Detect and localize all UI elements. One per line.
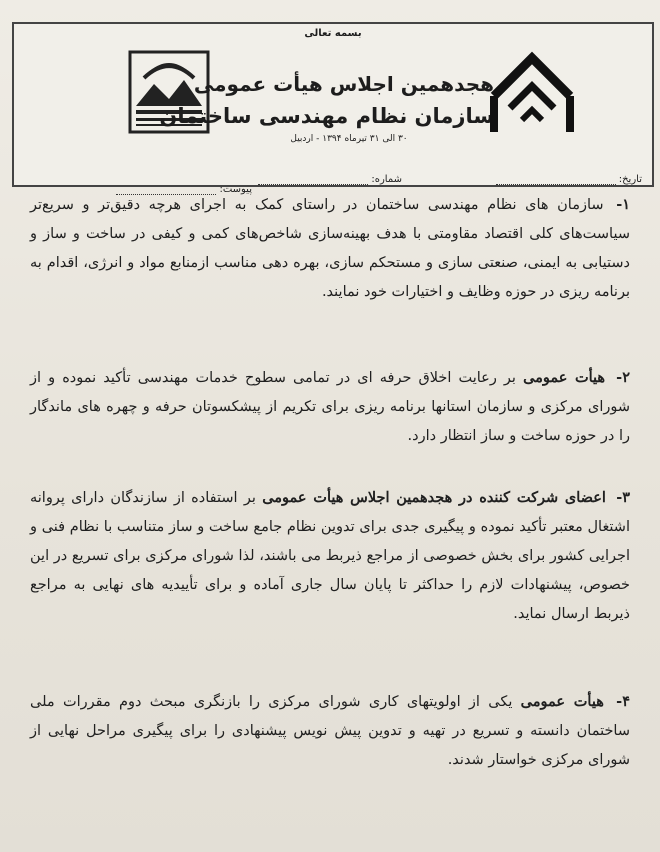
title-line-2: سازمان نظام مهندسی ساختمان [159, 104, 494, 128]
resolution-item-3 [30, 483, 630, 629]
resolution-item-1 [30, 190, 630, 307]
item-number: ۱- [616, 196, 631, 213]
number-label: شماره: [371, 174, 402, 185]
resolution-item-2 [30, 363, 630, 451]
number-line [258, 184, 368, 185]
item-number: ۴- [616, 693, 630, 710]
item-text: سازمان های نظام مهندسی ساختمان در راستای کمک به اجرای هرچه دقیق‌تر و سریع‌تر سیاست‌های کلی اقتصاد مقاومتی با هدف بهینه‌سازی شاخص‌های کمی و کیفی در ساخت و ساز و دستیابی به ایمنی، صنعتی سازی و مستحکم سازی، بهره دهی مناسب ازمنابع مواد و انرژی، اقدام به برنامه ریزی در حوزه وظایف و اختیارات خود نمایند. [30, 197, 630, 300]
resolution-item-4 [30, 687, 630, 775]
organization-logo-icon [484, 46, 579, 141]
letterhead [12, 22, 654, 195]
item-lead: اعضای شرکت کننده در هجدهمین اجلاس هیأت عمومی [262, 489, 606, 506]
item-text: یکی از اولویتهای کاری شورای مرکزی را بازنگری مبحث دوم مقررات ملی ساختمان دانسته و تسریع در تهیه و تدوین پیش نویس پیشنهادی را برای پیگیری مراحل نهایی از شورای مرکزی خواستار شدند. [30, 694, 630, 768]
item-lead: هیأت عمومی [520, 693, 604, 710]
item-text: بر استفاده از سازندگان دارای پروانه اشتغال معتبر تأکید نموده و پیگیری جدی برای تدوین نظام جامع ساخت و ساز متناسب با نظام فنی و اجرایی کشور برای بخش خصوصی از مراجع ذیربط می باشند، لذا شورای مرکزی برای تسریع در این خصوص، پیشنهادات لازم را حداکثر تا پایان سال جاری آماده و برای تأییدیه های نهایی به مراجع ذیربط ارسال نماید. [30, 490, 630, 622]
number-field [258, 174, 402, 185]
item-number: ۲- [616, 369, 630, 386]
date-field [496, 174, 642, 185]
title-line-1: هجدهمین اجلاس هیأت عمومی [193, 72, 494, 96]
attachment-label: پیوست: [219, 184, 252, 195]
item-lead: هیأت عمومی [523, 369, 606, 386]
event-date-location: ۳۰ الی ۳۱ تیرماه ۱۳۹۴ - اردبیل [290, 134, 408, 144]
basmala: بسمه تعالی [304, 28, 362, 39]
date-label: تاریخ: [618, 174, 642, 185]
date-line [496, 184, 616, 185]
item-number: ۳- [616, 489, 631, 506]
item-text: بر رعایت اخلاق حرفه ای در تمامی سطوح خدمات مهندسی تأکید نموده و از شورای مرکزی و سازمان استانها برنامه ریزی برای تکریم از پیشکسوتان حرفه و چهره های ماندگار را در حوزه ساخت و ساز انتظار دارد. [30, 370, 630, 444]
